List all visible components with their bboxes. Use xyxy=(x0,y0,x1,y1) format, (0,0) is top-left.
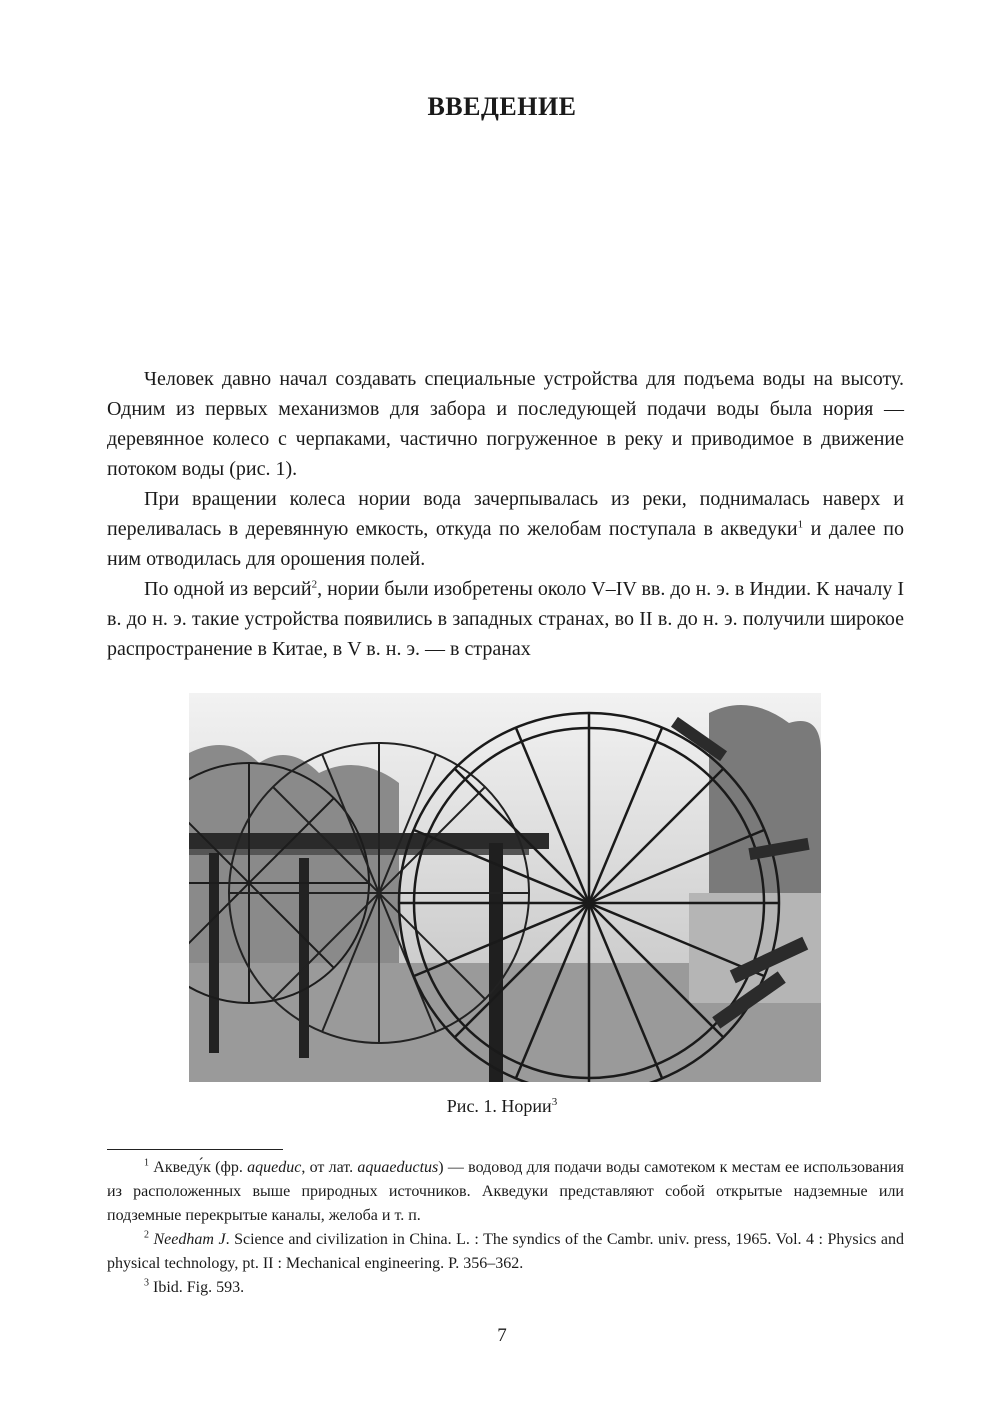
paragraph-1: Человек давно начал создавать специальные устройства для подъема воды на высоту. Одним из первых механизмов для забора и последующей подачи воды была нория — деревянное колесо с черпаками, частично погруженное в реку и приводимое в движение потоком воды (рис. 1). xyxy=(107,368,904,480)
page-number: 7 xyxy=(497,1325,507,1346)
noria-illustration xyxy=(189,693,821,1082)
paragraph-2: При вращении колеса нории вода зачерпывалась из реки, поднималась наверх и переливалась в деревянную емкость, откуда по желобам поступала в акведуки$^1$ и далее по ним отводилась для орошения полей. xyxy=(107,488,904,570)
body-text xyxy=(107,364,904,664)
paragraph-3: По одной из версий$^2$, нории были изобретены около V–IV вв. до н. э. в Индии. К началу I в. до н. э. такие устройства появились в западных странах, во II в. до н. э. получили широкое распространение в Китае, в V в. н. э. — в странах xyxy=(107,578,904,660)
footnote-divider xyxy=(107,1149,283,1150)
footnote-3: $^3$ Ibid. Fig. 593. xyxy=(144,1277,245,1296)
figure-caption: Рис. 1. Нории$^3$ xyxy=(446,1096,558,1116)
footnote-ref-2[interactable]: 2 xyxy=(311,578,318,591)
footnote-ref-3[interactable]: 3 xyxy=(551,1096,558,1108)
footnotes xyxy=(107,1156,904,1300)
chapter-heading: ВВЕДЕНИЕ xyxy=(427,92,577,121)
footnote-ref-1[interactable]: 1 xyxy=(797,518,804,531)
footnote-1: $^1$ Акведу́к (фр. aqueduc, от лат. aquaeductus) — водовод для подачи воды самотеком к местам ее использования из расположенных выше природных источников. Акведуки представляют собой открытые надземные или подземные перекрытые каналы, желоба и т. п. xyxy=(107,1157,904,1224)
footnote-2: $^2$ Needham J. Science and civilization in China. L. : The syndics of the Cambr. univ. press, 1965. Vol. 4 : Physics and physical technology, pt. II : Mechanical engineering. P. 356–362. xyxy=(107,1229,905,1272)
noria-photo xyxy=(189,693,821,1082)
